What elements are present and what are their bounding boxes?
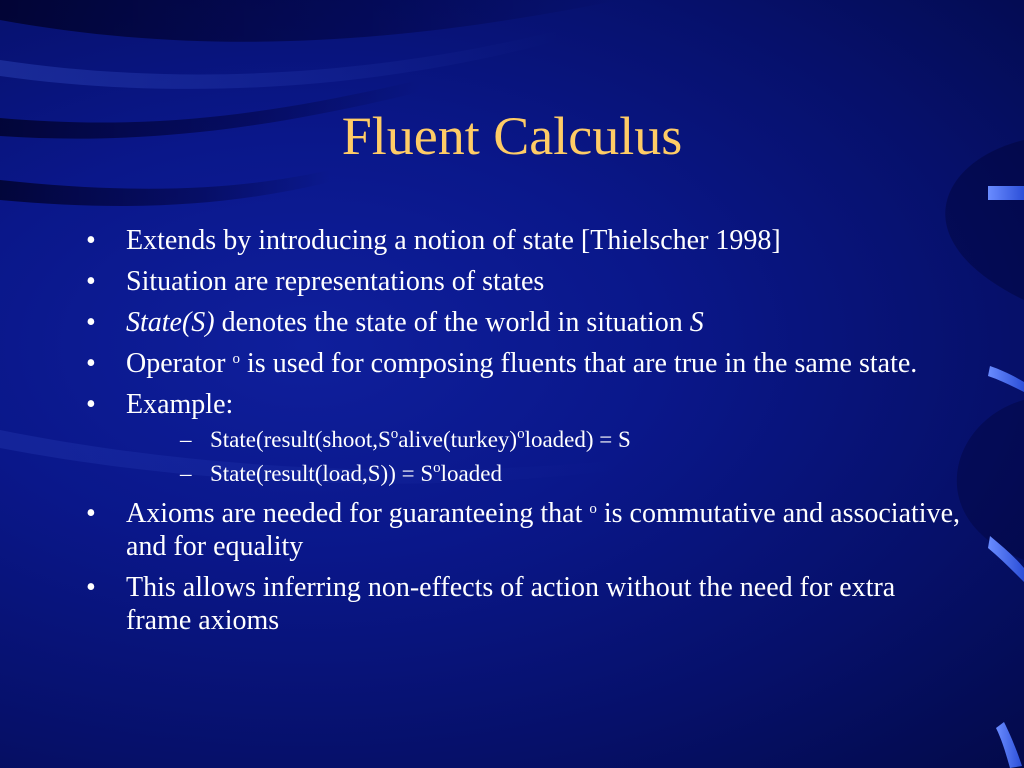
formula-text: State(result(load,S)) = S	[210, 461, 434, 486]
sub-bullet-list	[126, 425, 964, 489]
bullet-marker: •	[86, 348, 96, 379]
bullet-text: Extends by introducing a notion of state [Thielscher 1998]	[126, 225, 781, 256]
bullet-text: Axioms are needed for guaranteeing that	[126, 498, 590, 529]
bullet-item-3	[84, 306, 964, 339]
bullet-marker: •	[86, 498, 96, 529]
bullet-text: This allows inferring non-effects of action without the need for extra frame axioms	[126, 572, 896, 636]
bullet-marker: •	[86, 307, 96, 338]
bullet-item-6	[84, 497, 964, 563]
bullet-item-2	[84, 265, 964, 298]
formula-text: alive(turkey)	[398, 427, 518, 452]
slide-title: Fluent Calculus	[341, 106, 683, 166]
bullet-text: Operator	[126, 348, 233, 379]
formula-text: loaded	[440, 461, 502, 486]
composition-operator-symbol: o	[390, 426, 399, 442]
composition-operator-symbol: o	[433, 460, 441, 476]
composition-operator-symbol: o	[232, 351, 241, 367]
composition-operator-symbol: o	[517, 426, 525, 442]
formula-text: State(result(shoot,S	[210, 427, 391, 452]
bullet-text: Example:	[126, 389, 234, 420]
bullet-item-4	[84, 347, 964, 380]
sub-bullet-item-2	[126, 459, 964, 489]
bullet-text: Situation are representations of states	[126, 266, 545, 297]
composition-operator-symbol: o	[589, 501, 597, 517]
bullet-list	[84, 224, 964, 645]
bullet-item-1	[84, 224, 964, 257]
bullet-italic-variable: S	[689, 307, 704, 338]
sub-bullet-item-1	[126, 425, 964, 455]
bullet-text: is used for composing fluents that are true in the same state.	[240, 348, 918, 379]
bullet-marker: •	[86, 572, 96, 603]
bullet-marker: •	[86, 389, 96, 420]
bullet-marker: •	[86, 225, 96, 256]
sub-bullet-marker: –	[180, 461, 192, 486]
formula-text: loaded) = S	[524, 427, 631, 452]
bullet-italic-term: State(S)	[126, 307, 215, 338]
bullet-item-7	[84, 571, 964, 637]
bullet-item-5	[84, 388, 964, 489]
bullet-text: denotes the state of the world in situation	[214, 307, 690, 338]
sub-bullet-marker: –	[180, 427, 192, 452]
bullet-marker: •	[86, 266, 96, 297]
bullet-text: is commutative and associative, and for equality	[126, 498, 960, 562]
